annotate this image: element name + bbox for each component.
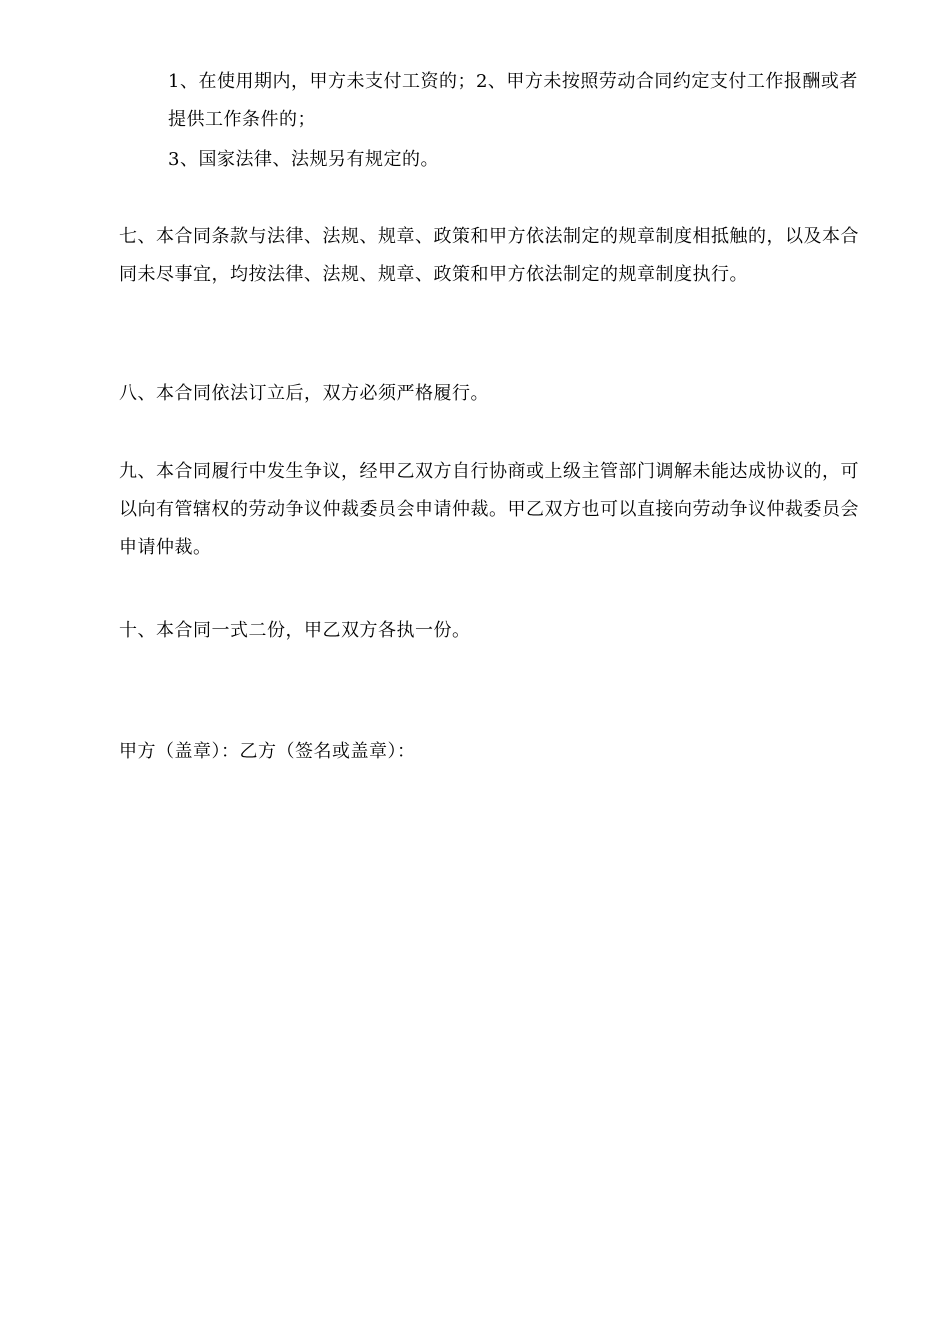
clause-8-performance: 八、本合同依法订立后，双方必须严格履行。 xyxy=(119,383,489,404)
clause-10-copies: 十、本合同一式二份，甲乙双方各执一份。 xyxy=(119,620,471,641)
clause-7-conflict-rule: 七、本合同条款与法律、法规、规章、政策和甲方依法制定的规章制度相抵触的，以及本合同未尽事宜，均按法律、法规、规章、政策和甲方依法制定的规章制度执行。 xyxy=(119,226,859,285)
termination-conditions-1-2: 1、在使用期内，甲方未支付工资的；2、甲方未按照劳动合同约定支付工作报酬或者提供工作条件的； xyxy=(168,71,858,130)
termination-condition-3: 3、国家法律、法规另有规定的。 xyxy=(168,149,439,170)
signature-line: 甲方（盖章）：乙方（签名或盖章）： xyxy=(119,741,416,762)
clause-9-dispute-resolution: 九、本合同履行中发生争议，经甲乙双方自行协商或上级主管部门调解未能达成协议的，可以向有管辖权的劳动争议仲裁委员会申请仲裁。甲乙双方也可以直接向劳动争议仲裁委员会申请仲裁。 xyxy=(119,461,859,558)
